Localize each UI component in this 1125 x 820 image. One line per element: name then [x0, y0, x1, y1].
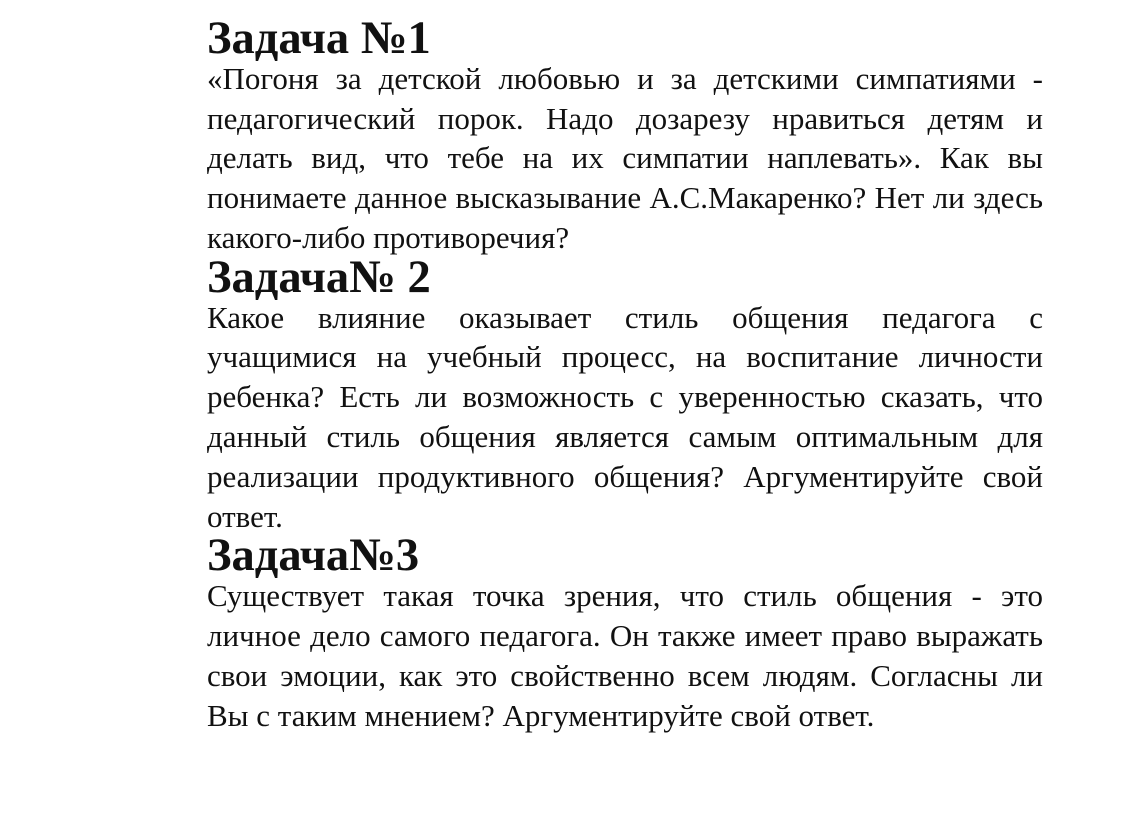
- task-1-text: «Погоня за детской любовью и за детскими симпатиями - педагогический порок. Надо дозарезу нравиться детям и делать вид, что тебе на их симпатии наплевать». Как вы понимаете данное высказывание А.С.Макаренко? Нет ли здесь какого-либо противоречия?: [207, 60, 1043, 255]
- task-1-title: Задача №1: [207, 13, 431, 64]
- task-3: [207, 530, 1043, 735]
- task-2-title: Задача№ 2: [207, 251, 431, 303]
- task-3-title: Задача№3: [207, 530, 420, 582]
- task-1: [207, 13, 1043, 258]
- task-2: [207, 251, 1043, 537]
- document-page: [207, 13, 1043, 735]
- task-3-text: Существует такая точка зрения, что стиль общения - это личное дело самого педагога. Он также имеет право выражать свои эмоции, как это свойственно всем людям. Согласны ли Вы с таким мнением? Аргументируйте свой ответ.: [207, 578, 1043, 733]
- task-2-text: Какое влияние оказывает стиль общения педагога с учащимися на учебный процесс, на воспитание личности ребенка? Есть ли возможность с уверенностью сказать, что данный стиль общения является самым оптимальным для реализации продуктивного общения? Аргументируйте свой ответ.: [207, 299, 1043, 534]
